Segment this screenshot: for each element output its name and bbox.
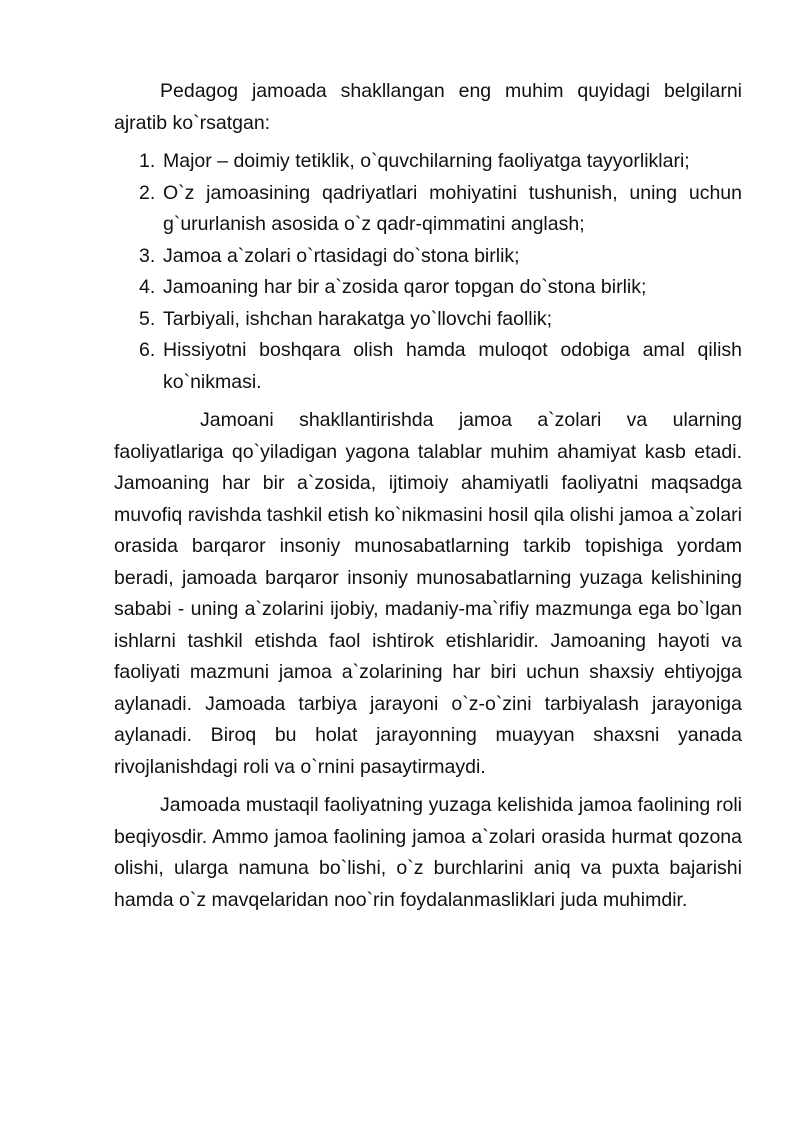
intro-paragraph: Pedagog jamoada shakllangan eng muhim quyidagi belgilarni ajratib ko`rsatgan: [114, 80, 742, 134]
feature-list [114, 146, 742, 398]
list-number: 4. [139, 276, 156, 298]
list-number: 3. [139, 244, 156, 267]
list-item [114, 241, 742, 273]
list-item-text: O`z jamoasining qadriyatlari mohiyatini tushunish, uning uchun g`ururlanish asosida o`z qadr-qimmatini anglash; [163, 181, 742, 235]
list-item-text: Hissiyotni boshqara olish hamda muloqot odobiga amal qilish ko`nikmasi. [163, 339, 742, 393]
list-number: 2. [139, 181, 156, 204]
list-item-text: Major – doimiy tetiklik, o`quvchilarning faoliyatga tayyorliklari; [163, 150, 690, 172]
list-item [114, 178, 742, 241]
list-item [114, 272, 742, 304]
list-item-text: Tarbiyali, ishchan harakatga yo`llovchi faollik; [163, 307, 553, 330]
body-paragraph-3: Jamoada mustaqil faoliyatning yuzaga kelishida jamoa faolining roli beqiyosdir. Ammo jamoa faolining jamoa a`zolari orasida hurmat qozona olishi, ularga namuna bo`lishi, o`z burchlarini aniq va puxta bajarishi hamda o`z mavqelaridan noo`rin foydalanmasliklari juda muhimdir. [114, 794, 742, 911]
list-item-text: Jamoa a`zolari o`rtasidagi do`stona birlik; [163, 244, 520, 267]
document-page [114, 76, 742, 916]
body-paragraph-2: Jamoani shakllantirishda jamoa a`zolari va ularning faoliyatlariga qo`yiladigan yagona talablar muhim ahamiyat kasb etadi. Jamoaning har bir a`zosida, ijtimoiy ahamiyatli faoliyatni maqsadga muvofiq ravishda tashkil etish ko`nikmasini hosil qila olishi jamoa a`zolari orasida barqaror insoniy munosabatlarning tarkib topishiga yordam beradi, jamoada barqaror insoniy munosabatlarning yuzaga kelishining sababi - uning a`zolarini ijobiy, madaniy-ma`rifiy mazmunga ega bo`lgan ishlarni tashkil etishda faol ishtirok etishlaridir. Jamoaning hayoti va faoliyati mazmuni jamoa a`zolarining har biri uchun shaxsiy ehtiyojga aylanadi. Jamoada tarbiya jarayoni o`z-o`zini tarbiyalash jarayoniga aylanadi. Biroq bu holat jarayonning muayyan shaxsni yanada rivojlanishdagi roli va o`rnini pasaytirmaydi. [114, 409, 742, 778]
list-number: 6. [139, 339, 156, 361]
list-number: 1. [139, 150, 156, 172]
list-item-text: Jamoaning har bir a`zosida qaror topgan do`stona birlik; [163, 276, 647, 298]
list-item [114, 335, 742, 398]
list-item [114, 304, 742, 336]
list-number: 5. [139, 307, 156, 330]
list-item [114, 146, 742, 178]
